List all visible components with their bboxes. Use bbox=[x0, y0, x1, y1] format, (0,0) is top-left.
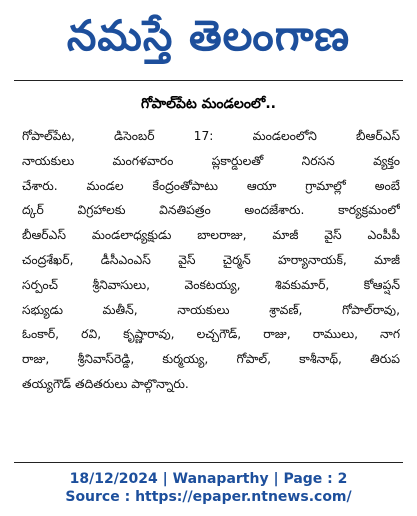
edition-info: 18/12/2024 | Wanaparthy | Page : 2 bbox=[69, 471, 348, 487]
article-line: బీఆర్‌ఎస్ మండలాధ్యక్షుడు బాలరాజు, మాజీ వైస్ ఎంపీపీ bbox=[22, 228, 400, 243]
article-line: తయ్యగౌడ్ తదితరులు పాల్గొన్నారు. bbox=[22, 376, 189, 391]
newspaper-masthead: నమస్తే తెలంగాణ bbox=[66, 11, 351, 60]
source-link[interactable]: Source : https://epaper.ntnews.com/ bbox=[65, 489, 352, 505]
article-line: ఓంకార్, రవి, కృష్ణారావు, లచ్చగౌడ్, రాజు, రాములు, నాగ bbox=[22, 327, 400, 342]
article-line: చంద్రశేఖర్, డీసీఎంఎస్ వైస్ చైర్మన్ హర్యానాయక్, మాజీ bbox=[22, 252, 400, 267]
article-line: ద్కర్ విగ్రహాలకు వినతిపత్రం అందజేశారు. కార్యక్రమంలో bbox=[22, 203, 400, 218]
article-line: నాయకులు మంగళవారం ప్లకార్డులతో నిరసన వ్యక్తం bbox=[22, 153, 400, 168]
article-line: రాజు, శ్రీనివాస్‌రెడ్డి, కుర్మయ్య, గోపాల్, కాశీనాథ్, తిరుప bbox=[22, 352, 400, 367]
header-divider bbox=[14, 80, 403, 81]
article-line: గోపాల్‌పేట, డిసెంబర్ 17: మండలంలోని బీఆర్‌ఎస్ bbox=[22, 129, 400, 143]
article-headline: గోపాల్‌పేట మండలంలో.. bbox=[141, 96, 276, 112]
article-body bbox=[22, 124, 400, 397]
footer-divider bbox=[14, 462, 403, 463]
article-line: సభ్యుడు మతీన్, నాయకులు శ్రావణ్, గోపాల్‌రావు, bbox=[22, 302, 400, 317]
article-line: సర్పంచ్ శ్రీనివాసులు, వెంకటయ్య, శివకుమార్, కోఆప్షన్ bbox=[22, 277, 400, 292]
article-line: చేశారు. మండల కేంద్రంతోపాటు ఆయా గ్రామాల్లో అంబే bbox=[22, 178, 400, 193]
